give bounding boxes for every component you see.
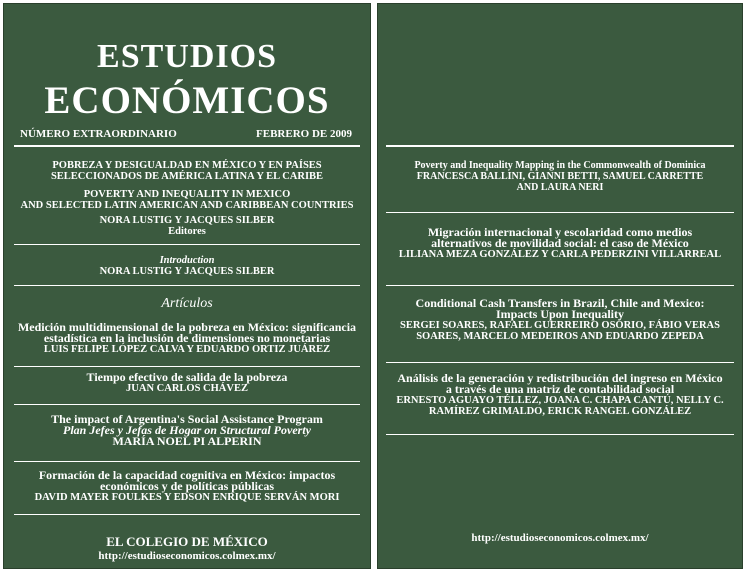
journal-url[interactable]: http://estudioseconomicos.colmex.mx/ (471, 532, 649, 544)
article-6: Migración internacional y escolaridad como medios alternativos de movilidad social: el caso de México LILIANA MEZA GONZÁLEZ Y CARLA PEDERZINI VILLARREAL (398, 225, 722, 260)
divider (14, 366, 360, 367)
theme-spanish: POBREZA Y DESIGUALDAD EN MÉXICO Y EN PAÍSES SELECCIONADOS DE AMÉRICA LATINA Y EL CARIBE (50, 160, 324, 182)
articles-heading: Artículos (161, 296, 213, 311)
front-cover (3, 3, 371, 569)
divider (14, 145, 360, 147)
journal-title-line1: ESTUDIOS (97, 38, 277, 75)
article-3: The impact of Argentina's Social Assistance Program Plan Jefes y Jefas de Hogar on Structural Poverty MARÍA NOEL PI ALPERIN (51, 412, 323, 448)
divider (386, 145, 734, 147)
article-7: Conditional Cash Transfers in Brazil, Chile and Mexico: Impacts Upon Inequality SERGEI SOARES, RAFAEL GUERREIRO OSÓRIO, FÁBIO VERAS SOARES, MARCELO MEDEIROS AND EDUARDO ZEPEDA (400, 296, 720, 342)
issue-label: NÚMERO EXTRAORDINARIO (20, 128, 177, 140)
divider (386, 362, 734, 363)
introduction: Introduction NORA LUSTIG Y JACQUES SILBER (99, 255, 275, 277)
article-2: Tiempo efectivo de salida de la pobreza JUAN CARLOS CHÁVEZ (86, 370, 288, 394)
publisher: EL COLEGIO DE MÉXICO (106, 534, 268, 549)
divider (386, 285, 734, 286)
theme-english: POVERTY AND INEQUALITY IN MEXICO AND SELECTED LATIN AMERICAN AND CARIBBEAN COUNTRIES (20, 189, 354, 211)
divider (386, 212, 734, 213)
divider (14, 404, 360, 405)
issue-bar (20, 128, 352, 140)
article-4: Formación de la capacidad cognitiva en México: impactos económicos y de políticas públicas DAVID MAYER FOULKES Y EDSON ENRIQUE SERVÁN MORI (34, 468, 340, 503)
article-5: Poverty and Inequality Mapping in the Commonwealth of Dominica FRANCESCA BALLINI, GIANNI BETTI, SAMUEL CARRETTE AND LAURA NERI (414, 160, 706, 193)
back-cover (377, 3, 743, 569)
divider (14, 285, 360, 286)
divider (14, 461, 360, 462)
article-1: Medición multidimensional de la pobreza en México: significancia estadística en la inclusión de dimensiones no monetarias LUIS FELIPE LÓPEZ CALVA Y EDUARDO ORTIZ JUÁREZ (17, 320, 357, 355)
divider (14, 244, 360, 245)
journal-title-line2: ECONÓMICOS (44, 79, 330, 122)
editors: NORA LUSTIG Y JACQUES SILBER Editores (99, 215, 275, 237)
issue-date: FEBRERO DE 2009 (256, 128, 352, 140)
journal-url[interactable]: http://estudioseconomicos.colmex.mx/ (98, 550, 276, 562)
divider (386, 434, 734, 435)
divider (14, 514, 360, 515)
article-8: Análisis de la generación y redistribución del ingreso en México a través de una matriz de contabilidad social ERNESTO AGUAYO TÉLLEZ, JOANA C. CHAPA CANTÚ, NELLY C. RAMÍREZ GRIMALDO, ERICK RANGEL GONZÁLEZ (396, 371, 724, 417)
